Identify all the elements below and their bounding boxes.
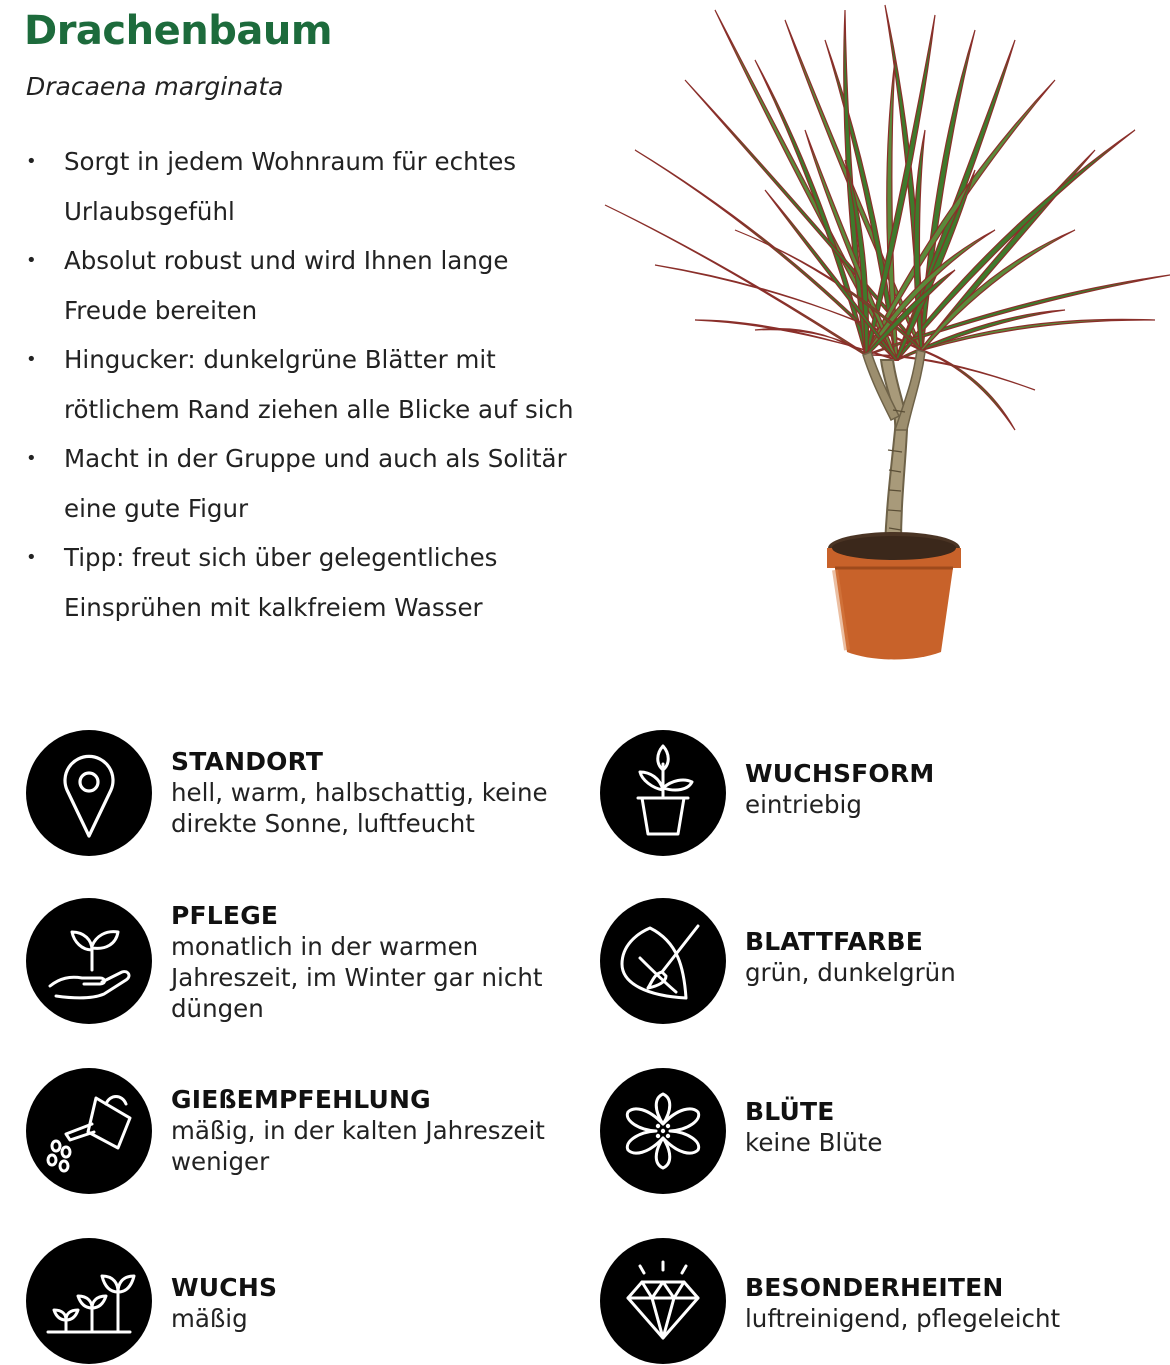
feature-label: GIEßEMPFEHLUNG (171, 1085, 431, 1114)
feature-label: BESONDERHEITEN (745, 1273, 1004, 1302)
bullet-line: Sorgt in jedem Wohnraum für echtes (64, 147, 517, 176)
bullet-item (22, 533, 582, 632)
bullet-item (22, 434, 582, 533)
feature-value: düngen (171, 994, 264, 1023)
feature-label: STANDORT (171, 747, 324, 776)
bullet-dot: • (26, 250, 37, 271)
latin-name: Dracaena marginata (26, 72, 284, 101)
feature-value: hell, warm, halbschattig, keine (171, 778, 548, 807)
page-title: Drachenbaum (24, 8, 332, 54)
feature-value: keine Blüte (745, 1128, 883, 1157)
bullet-line: Urlaubsgefühl (64, 196, 235, 226)
bullet-item (22, 236, 582, 335)
leaf-brush-icon (600, 898, 726, 1024)
location-pin-icon (26, 730, 152, 856)
feature-value: weniger (171, 1147, 270, 1176)
bullet-line: Macht in der Gruppe und auch als Solitär (64, 444, 567, 473)
feature-value: luftreinigend, pflegeleicht (745, 1304, 1061, 1333)
bullet-line: Hingucker: dunkelgrüne Blätter mit (64, 345, 496, 374)
bullet-line: eine gute Figur (64, 493, 249, 523)
feature-label: BLÜTE (745, 1097, 835, 1126)
bullet-dot: • (26, 547, 37, 568)
flower-icon (600, 1068, 726, 1194)
potted-plant-icon (600, 730, 726, 856)
feature-value: mäßig, in der kalten Jahreszeit (171, 1116, 545, 1145)
feature-value: eintriebig (745, 790, 862, 819)
feature-label: BLATTFARBE (745, 927, 924, 956)
bullet-line: rötlichem Rand ziehen alle Blicke auf sich (64, 394, 574, 424)
feature-label: PFLEGE (171, 901, 279, 930)
hand-seedling-icon (26, 898, 152, 1024)
bullet-dot: • (26, 448, 37, 469)
feature-value: Jahreszeit, im Winter gar nicht (171, 963, 543, 992)
bullet-line: Absolut robust und wird Ihnen lange (64, 246, 509, 275)
bullet-item (22, 335, 582, 434)
bullet-item (22, 137, 582, 236)
feature-value: direkte Sonne, luftfeucht (171, 809, 475, 838)
feature-label: WUCHSFORM (745, 759, 935, 788)
diamond-icon (600, 1238, 726, 1364)
plant-leaf (765, 190, 898, 360)
feature-value: mäßig (171, 1304, 248, 1333)
feature-value: grün, dunkelgrün (745, 958, 956, 987)
plant-leaf (755, 329, 868, 355)
feature-value: monatlich in der warmen (171, 932, 479, 961)
bullet-line: Tipp: freut sich über gelegentliches (64, 543, 498, 572)
bullet-line: Einsprühen mit kalkfreiem Wasser (64, 592, 483, 622)
watering-can-icon (26, 1068, 152, 1194)
feature-bullet-list (22, 137, 582, 632)
growing-seedlings-icon (26, 1238, 152, 1364)
bullet-dot: • (26, 151, 37, 172)
dracaena-plant-image (595, 0, 1170, 670)
bullet-line: Freude bereiten (64, 295, 258, 325)
bullet-dot: • (26, 349, 37, 370)
feature-label: WUCHS (171, 1273, 278, 1302)
